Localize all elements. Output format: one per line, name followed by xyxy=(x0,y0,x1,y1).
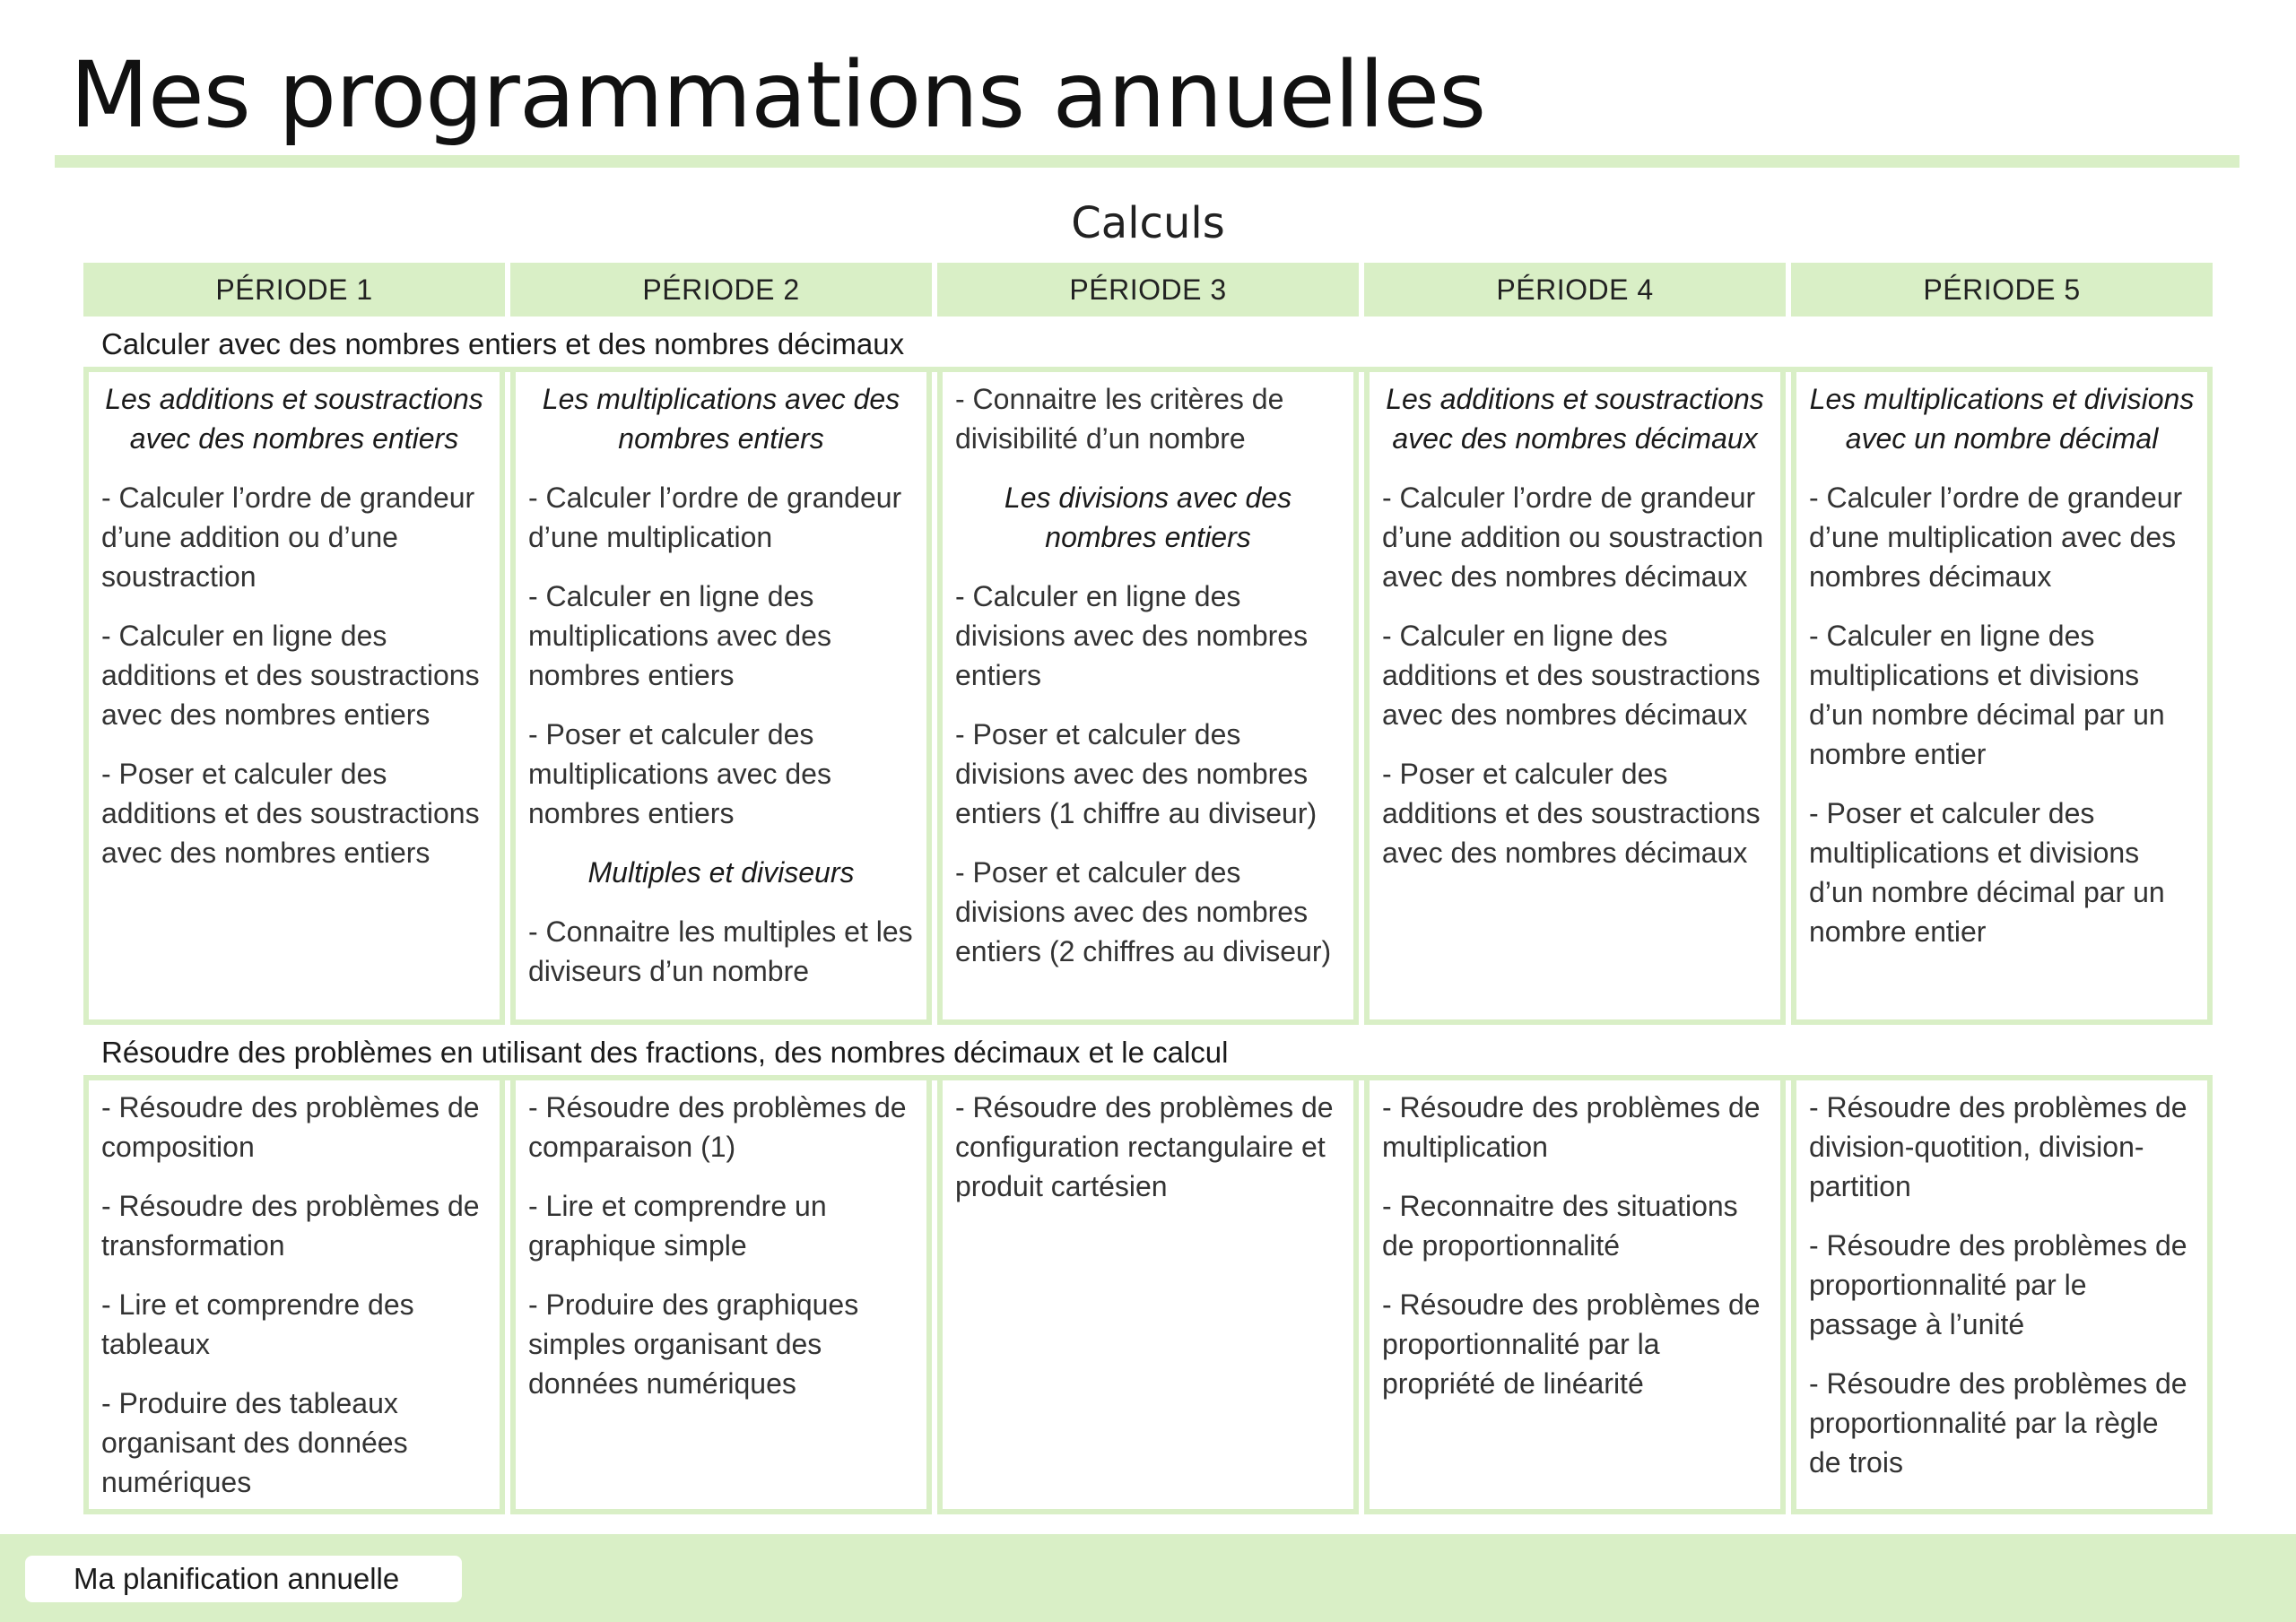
cell-item: - Calculer en ligne des divisions avec des nombres entiers xyxy=(955,580,1309,691)
section-title-calculer: Calculer avec des nombres entiers et des nombres décimaux xyxy=(83,317,2213,372)
cell-item: - Produire des tableaux organisant des données numériques xyxy=(101,1387,408,1498)
cell-s2-p4 xyxy=(1364,1080,1786,1514)
cell-heading: Les additions et soustractions avec des nombres décimaux xyxy=(1386,383,1764,455)
cell-heading: Les divisions avec des nombres entiers xyxy=(1004,481,1292,553)
cell-item: - Résoudre des problèmes de transformation xyxy=(101,1190,480,1262)
cell-s1-p3 xyxy=(937,372,1359,1025)
cell-item: - Calculer en ligne des additions et des soustractions avec des nombres entiers xyxy=(101,620,480,731)
cell-s2-p2 xyxy=(510,1080,932,1514)
cell-s1-p4 xyxy=(1364,372,1786,1025)
period-header-5: PÉRIODE 5 xyxy=(1791,263,2213,317)
cell-item: - Poser et calculer des divisions avec des nombres entiers (2 chiffres au diviseur) xyxy=(955,856,1332,967)
cell-item: - Lire et comprendre un graphique simple xyxy=(528,1190,827,1262)
cell-item: - Produire des graphiques simples organisant des données numériques xyxy=(528,1288,859,1400)
cell-item: - Reconnaitre des situations de proportionnalité xyxy=(1382,1190,1738,1262)
cell-item: - Calculer l’ordre de grandeur d’une addition ou soustraction avec des nombres décimaux xyxy=(1382,481,1764,593)
page-subtitle: Calculs xyxy=(1071,198,1225,248)
cell-item: - Lire et comprendre des tableaux xyxy=(101,1288,414,1360)
cell-item: - Calculer l’ordre de grandeur d’une multiplication avec des nombres décimaux xyxy=(1809,481,2183,593)
section-title-resoudre: Résoudre des problèmes en utilisant des fractions, des nombres décimaux et le calcul xyxy=(83,1025,2213,1080)
cell-s2-p1 xyxy=(83,1080,505,1514)
cell-s1-p5 xyxy=(1791,372,2213,1025)
cell-s2-p3 xyxy=(937,1080,1359,1514)
cell-item: - Poser et calculer des multiplications avec des nombres entiers xyxy=(528,718,831,829)
cell-item: - Résoudre des problèmes de configuration rectangulaire et produit cartésien xyxy=(955,1091,1334,1202)
cell-heading: Les additions et soustractions avec des nombres entiers xyxy=(105,383,483,455)
cell-heading: Multiples et diviseurs xyxy=(587,856,855,889)
cell-item: - Résoudre des problèmes de division-quotition, division-partition xyxy=(1809,1091,2187,1202)
cell-heading: Les multiplications et divisions avec un nombre décimal xyxy=(1809,383,2195,455)
period-header-1: PÉRIODE 1 xyxy=(83,263,505,317)
cell-item: - Poser et calculer des divisions avec des nombres entiers (1 chiffre au diviseur) xyxy=(955,718,1318,829)
cell-item: - Résoudre des problèmes de comparaison (1) xyxy=(528,1091,907,1163)
cell-item: - Résoudre des problèmes de proportionnalité par la règle de trois xyxy=(1809,1367,2187,1479)
cell-item: - Connaitre les multiples et les diviseurs d’un nombre xyxy=(528,915,913,987)
period-header-4: PÉRIODE 4 xyxy=(1364,263,1786,317)
cell-s1-p2 xyxy=(510,372,932,1025)
cell-item: - Poser et calculer des additions et des soustractions avec des nombres décimaux xyxy=(1382,758,1761,869)
cell-item: - Poser et calculer des additions et des soustractions avec des nombres entiers xyxy=(101,758,480,869)
cell-item: - Résoudre des problèmes de proportionnalité par le passage à l’unité xyxy=(1809,1229,2187,1340)
cell-item: - Connaitre les critères de divisibilité d’un nombre xyxy=(955,383,1284,455)
cell-item: - Calculer l’ordre de grandeur d’une multiplication xyxy=(528,481,902,553)
programming-table xyxy=(83,263,2213,1514)
cell-item: - Calculer en ligne des multiplications avec des nombres entiers xyxy=(528,580,831,691)
cell-item: - Poser et calculer des multiplications et divisions d’un nombre décimal par un nombre entier xyxy=(1809,797,2165,948)
period-header-2: PÉRIODE 2 xyxy=(510,263,932,317)
cell-item: - Résoudre des problèmes de multiplication xyxy=(1382,1091,1761,1163)
cell-s1-p1 xyxy=(83,372,505,1025)
cell-item: - Calculer l’ordre de grandeur d’une addition ou d’une soustraction xyxy=(101,481,475,593)
title-underline xyxy=(55,155,2239,168)
cell-item: - Calculer en ligne des additions et des soustractions avec des nombres décimaux xyxy=(1382,620,1761,731)
footer-tab-planification[interactable]: Ma planification annuelle xyxy=(25,1556,462,1602)
page-title: Mes programmations annuelles xyxy=(70,42,1486,149)
cell-heading: Les multiplications avec des nombres entiers xyxy=(542,383,900,455)
cell-item: - Résoudre des problèmes de proportionnalité par la propriété de linéarité xyxy=(1382,1288,1761,1400)
cell-item: - Résoudre des problèmes de composition xyxy=(101,1091,480,1163)
period-header-3: PÉRIODE 3 xyxy=(937,263,1359,317)
cell-s2-p5 xyxy=(1791,1080,2213,1514)
cell-item: - Calculer en ligne des multiplications et divisions d’un nombre décimal par un nombre entier xyxy=(1809,620,2165,770)
